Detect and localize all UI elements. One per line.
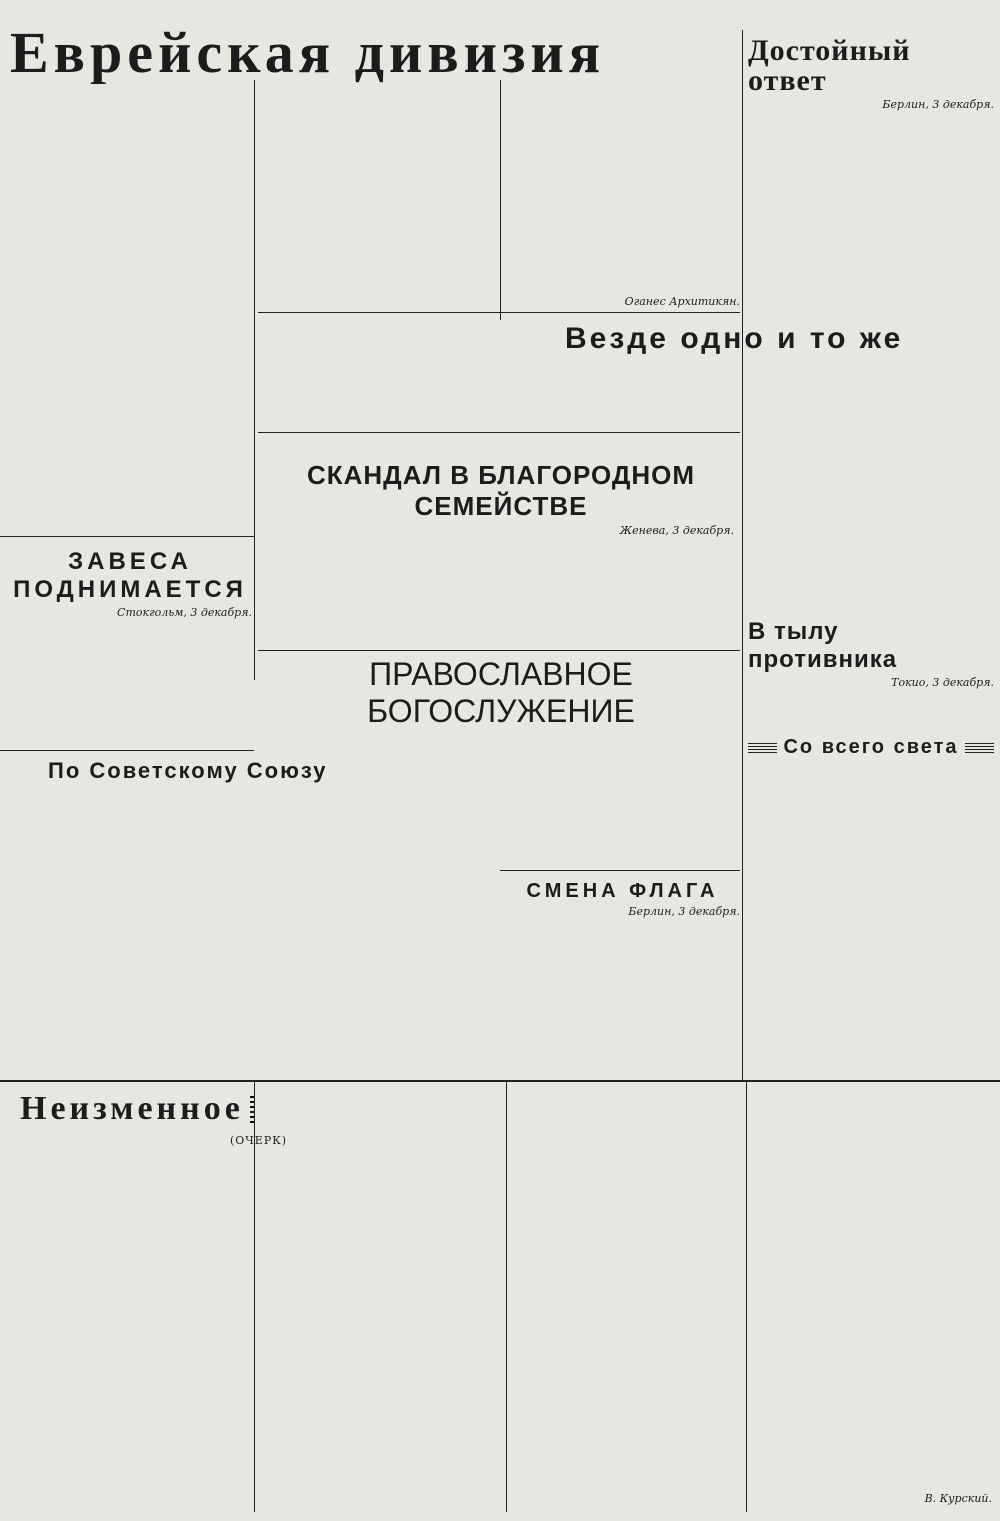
article-worthy-answer — [748, 36, 994, 336]
article-title: ЗАВЕСА ПОДНИМАЕТСЯ — [13, 548, 247, 603]
article-subtitle: (ОЧЕРК) — [230, 1134, 288, 1147]
decor-lines — [748, 743, 777, 753]
article-title: ПРАВОСЛАВНОЕ БОГОСЛУЖЕНИЕ — [367, 656, 635, 729]
article-enemy-rear — [748, 618, 994, 730]
article-title: СМЕНА ФЛАГА — [526, 880, 719, 902]
article-unchanged-subtitle — [230, 1134, 310, 1150]
article-title: Везде одно и то же — [565, 322, 904, 355]
article-flag-change — [505, 880, 740, 1076]
article-unchanged-col4 — [752, 1088, 992, 1512]
decor-lines — [965, 743, 994, 753]
article-dateline: Женева, 3 декабря. — [619, 524, 734, 537]
article-around-world — [748, 736, 994, 1076]
decor-stripes — [250, 1095, 254, 1123]
article-title: Неизменное — [20, 1092, 244, 1127]
article-signature: Оганес Архитикян. — [624, 295, 740, 308]
article-curtain — [8, 548, 252, 748]
article-unchanged — [20, 1092, 254, 1142]
article-jewish-division-col3 — [505, 70, 740, 315]
article-soviet-union — [8, 758, 502, 1078]
article-dateline: Токио, 3 декабря. — [891, 676, 994, 689]
article-scandal — [260, 460, 742, 640]
article-dateline: Берлин, 3 декабря. — [628, 905, 740, 918]
article-dateline: Берлин, 3 декабря. — [882, 98, 994, 111]
article-title: По Советскому Союзу — [48, 758, 328, 783]
article-title: В тылу противника — [748, 618, 898, 673]
article-title: Достойный ответ — [748, 36, 911, 97]
article-title: Со всего света — [783, 736, 959, 758]
article-title: Еврейская дивизия — [10, 24, 606, 84]
article-dateline: Стокгольм, 3 декабря. — [117, 606, 252, 619]
article-title: СКАНДАЛ В БЛАГОРОДНОМ СЕМЕЙСТВЕ — [306, 460, 696, 521]
article-signature: В. Курский. — [924, 1492, 992, 1505]
